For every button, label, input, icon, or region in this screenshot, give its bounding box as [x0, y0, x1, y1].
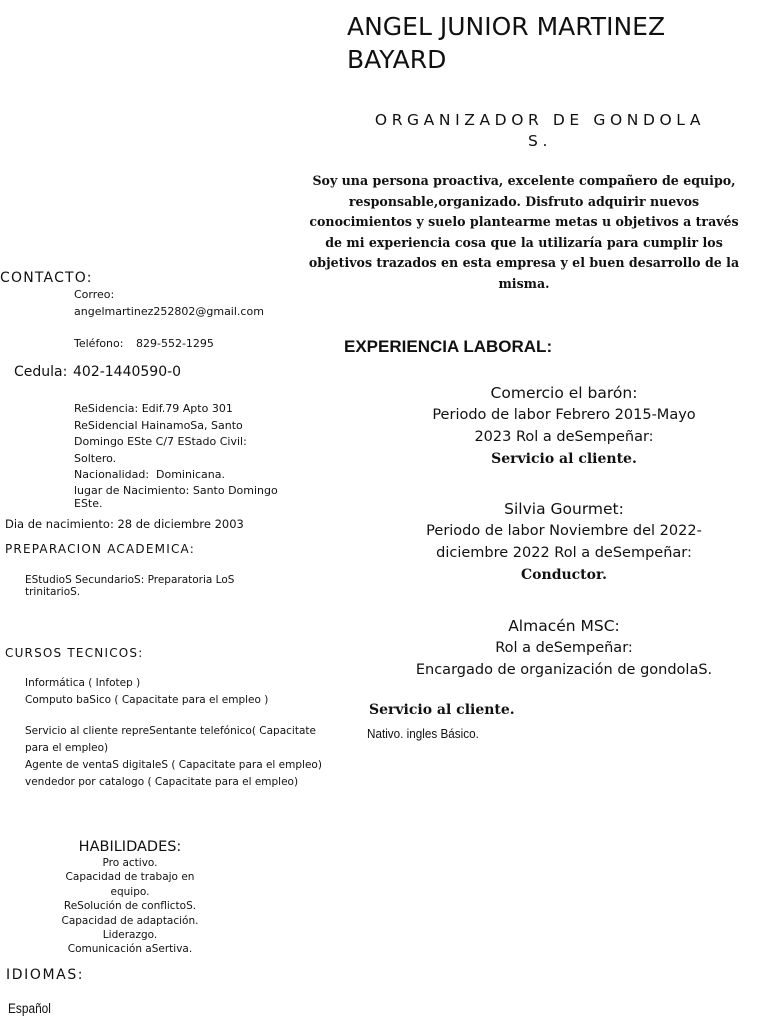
education-entry [25, 574, 234, 598]
job-title-line-1: ORGANIZADOR DE GONDOLA [374, 111, 706, 129]
birthplace-line-1: lugar de Nacimiento: Santo Domingo [74, 484, 278, 497]
phone-label: Teléfono: [74, 337, 124, 350]
job-entry [372, 615, 756, 681]
residence-line: ReSidencia: Edif.79 Apto 301 [74, 402, 233, 415]
job-entry [372, 498, 756, 586]
cedula-value: 402-1440590-0 [73, 364, 182, 380]
nationality-label: Nacionalidad: [74, 468, 150, 481]
phone-value: 829-552-1295 [136, 337, 214, 350]
job-role-line: Encargado de organización de gondolaS. [415, 662, 713, 678]
job-period: diciembre 2022 Rol a deSempeñar: [436, 545, 692, 561]
course-item: Agente de ventaS digitaleS ( Capacitate para el empleo) [25, 759, 322, 771]
job-title [372, 110, 708, 152]
email-label: Correo: [74, 288, 115, 301]
email-value: angelmartinez252802@gmail.com [74, 305, 264, 318]
extra-role: Servicio al cliente. [369, 702, 515, 718]
skill-item: Pro activo. [102, 857, 158, 869]
profile-summary: Soy una persona proactiva, excelente compañero de equipo, responsable,organizado. Disfruto adquirir nuevos conocimientos y suelo plantearme metas u objetivos a través de mi experiencia cosa que la utilizaría para cumplir los objetivos trazados en esta empresa y el buen desarrollo de la misma. [308, 173, 740, 291]
job-period: 2023 Rol a deSempeñar: [474, 429, 654, 445]
language-item: Español [8, 1001, 51, 1016]
job-company: Almacén MSC: [508, 617, 620, 635]
name-line-2: BAYARD [347, 45, 447, 74]
job-role-line: Rol a deSempeñar: [495, 640, 633, 656]
cedula-label: Cedula: [14, 364, 68, 380]
courses-heading: CURSOS TECNICOS: [5, 646, 144, 660]
job-company: Comercio el barón: [490, 384, 638, 402]
skill-item: Capacidad de adaptación. [61, 914, 199, 927]
job-period: Periodo de labor Noviembre del 2022- [426, 523, 702, 539]
education-heading: PREPARACION ACADEMICA: [5, 542, 195, 556]
education-line-2: trinitarioS. [25, 586, 81, 598]
education-line-1: EStudioS SecundarioS: Preparatoria LoS [25, 574, 235, 586]
job-role: Conductor. [521, 567, 607, 583]
skills-list [40, 856, 220, 957]
nationality-value: Dominicana. [156, 468, 225, 481]
residence-line: ReSidencial HainamoSa, Santo [74, 418, 243, 432]
job-title-line-2: S. [528, 132, 552, 150]
skill-item: equipo. [110, 885, 150, 898]
job-entry [372, 382, 756, 470]
course-item: Computo baSico ( Capacitate para el empleo ) [25, 694, 269, 706]
course-item: Informática ( Infotep ) [25, 677, 141, 689]
skill-item: ReSolución de conflictoS. [63, 900, 197, 913]
job-company: Silvia Gourmet: [504, 500, 624, 518]
contact-heading: CONTACTO: [0, 270, 93, 286]
skill-item: Capacidad de trabajo en [65, 871, 195, 884]
birthplace-line-2: ESte. [74, 497, 103, 510]
job-role: Servicio al cliente. [491, 451, 637, 467]
skills-section [40, 838, 220, 957]
job-period: Periodo de labor Febrero 2015-Mayo [432, 407, 696, 423]
course-item: para el empleo) [25, 742, 109, 754]
languages-heading: IDIOMAS: [6, 967, 85, 983]
residence-line: Soltero. [74, 451, 117, 465]
language-note: Nativo. ingles Básico. [367, 726, 479, 741]
skill-item: Liderazgo. [102, 929, 158, 942]
residence-line: Domingo ESte C/7 EStado Civil: [74, 435, 247, 448]
experience-heading: EXPERIENCIA LABORAL: [344, 337, 553, 356]
birthplace [74, 484, 278, 510]
residence-block [74, 401, 284, 467]
skills-heading: HABILIDADES: [78, 839, 182, 855]
birthdate: Dia de nacimiento: 28 de diciembre 2003 [5, 517, 244, 531]
course-item: vendedor por catalogo ( Capacitate para el empleo) [25, 776, 299, 788]
course-item: Servicio al cliente repreSentante telefónico( Capacitate [25, 725, 316, 737]
skill-item: Comunicación aSertiva. [67, 943, 193, 956]
name-line-1: ANGEL JUNIOR MARTINEZ [347, 12, 666, 41]
candidate-name [347, 10, 747, 76]
